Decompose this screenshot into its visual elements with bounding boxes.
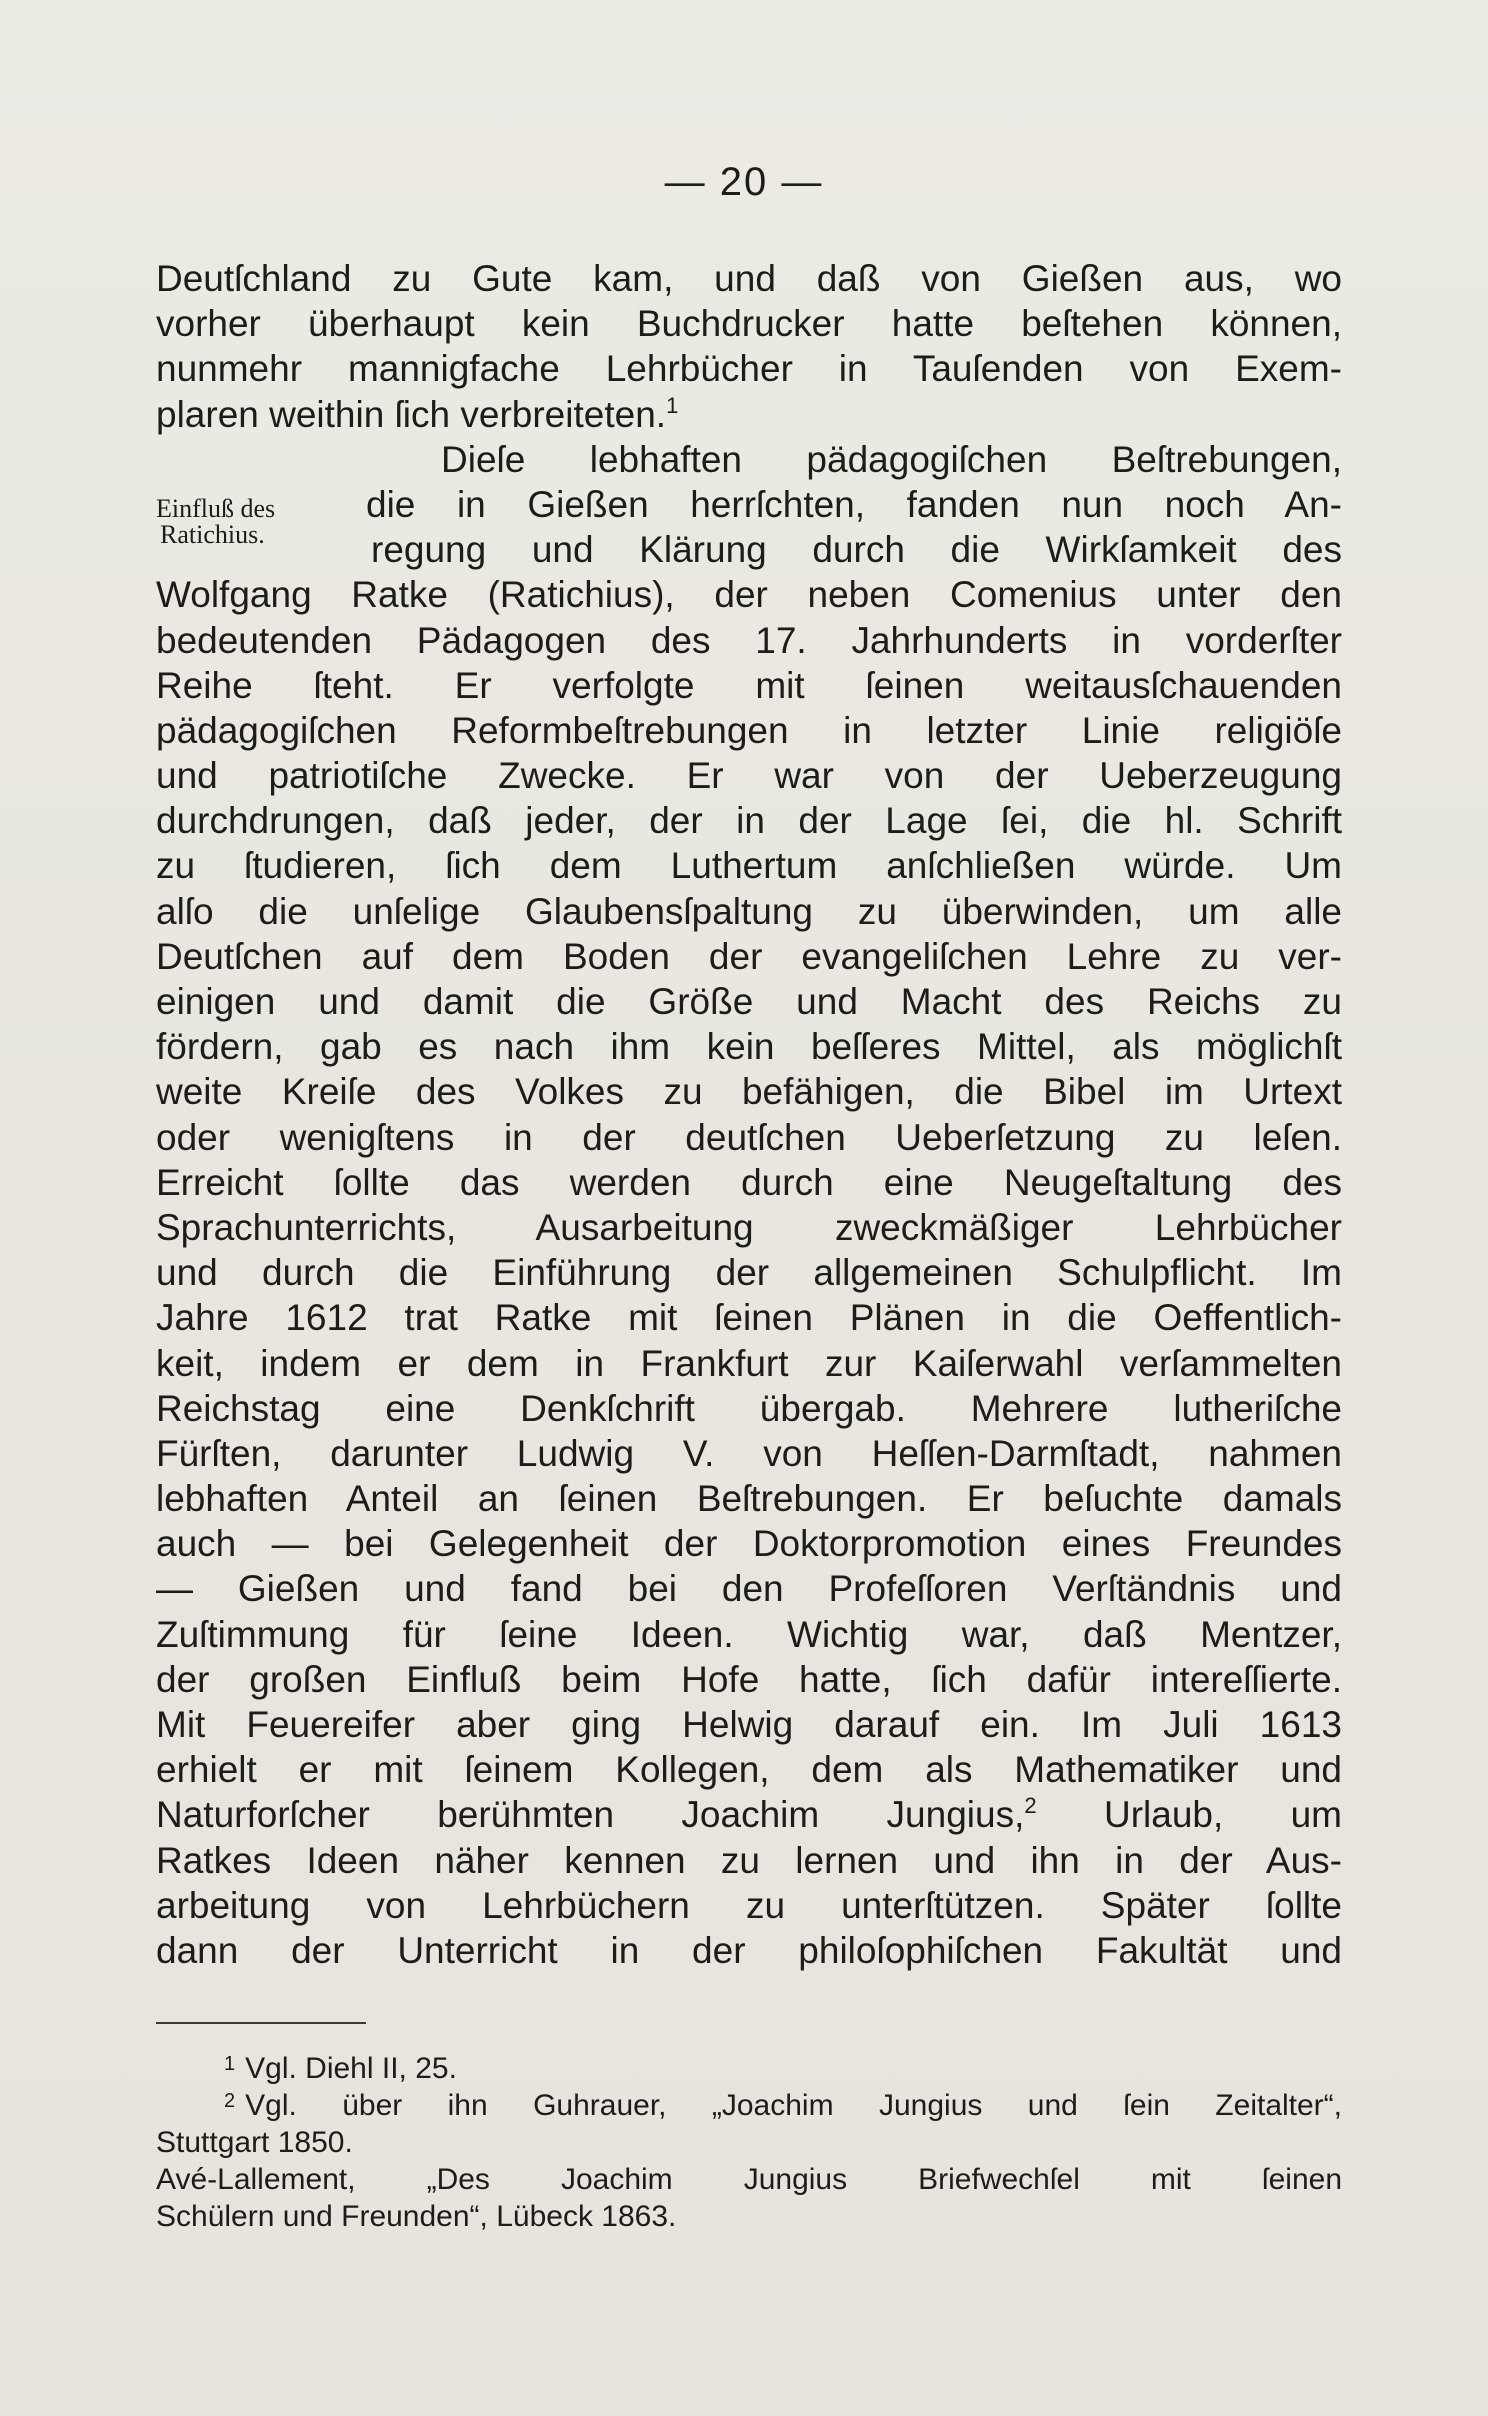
- text-line: einigen und damit die Größe und Macht des Reichs zu: [156, 981, 1342, 1022]
- text-line: regung und Klärung durch die Wirkſamkeit des: [371, 529, 1342, 571]
- text-fragment: plaren weithin ſich verbreiteten.: [156, 393, 667, 435]
- text-line: [156, 392, 1342, 437]
- text-line: Mit Feuereifer aber ging Helwig darauf ein. Im Juli 1613: [156, 1704, 1342, 1745]
- text-line: die in Gießen herrſchten, fanden nun noch An-: [366, 483, 1342, 525]
- footnotes: [156, 2050, 1342, 2235]
- text-line: zu ſtudieren, ſich dem Luthertum anſchließen würde. Um: [156, 845, 1342, 887]
- text-line: Reichstag eine Denkſchrift übergab. Mehrere lutheriſche: [156, 1387, 1342, 1429]
- footnote-line: Avé-Lallement, „Des Joachim Jungius Briefwechſel mit ſeinen: [156, 2163, 1342, 2196]
- text-line: pädagogiſchen Reformbeſtrebungen in letzter Linie religiöſe: [156, 709, 1342, 751]
- text-line: Zuſtimmung für ſeine Ideen. Wichtig war, daß Mentzer,: [156, 1613, 1342, 1655]
- footnote-line: Schülern und Freunden“, Lübeck 1863.: [156, 2200, 677, 2233]
- text-line: Dieſe lebhaften pädagogiſchen Beſtrebungen,: [441, 438, 1342, 480]
- text-line: [156, 1792, 1342, 1837]
- text-line: und durch die Einführung der allgemeinen Schulpflicht. Im: [156, 1252, 1342, 1294]
- main-text: [156, 256, 1342, 1973]
- text-line: lebhaften Anteil an ſeinen Beſtrebungen. Er beſuchte damals: [156, 1478, 1342, 1520]
- footnote-text: Vgl. Diehl II, 25.: [245, 2052, 457, 2085]
- footnote-mark-2: 2: [224, 2090, 236, 2112]
- footnote-ref-1: 1: [666, 392, 679, 418]
- text-line: auch — bei Gelegenheit der Doktorpromotion eines Freundes: [156, 1523, 1342, 1565]
- text-line: Sprachunterrichts, Ausarbeitung zweckmäßiger Lehrbücher: [156, 1206, 1342, 1248]
- text-line: Deutſchland zu Gute kam, und daß von Gießen aus, wo: [156, 258, 1342, 299]
- footnote-1: [156, 2050, 1342, 2087]
- footnote-ref-2: 2: [1024, 1793, 1037, 1819]
- text-line: fördern, gab es nach ihm kein beſſeres Mittel, als möglichſt: [156, 1026, 1342, 1068]
- text-line: Fürſten, darunter Ludwig V. von Heſſen-Darmſtadt, nahmen: [156, 1432, 1342, 1474]
- text-line: nunmehr mannigfache Lehrbücher in Tauſenden von Exem-: [156, 348, 1342, 390]
- page-number: — 20 —: [664, 160, 824, 204]
- text-line: bedeutenden Pädagogen des 17. Jahrhunderts in vorderſter: [156, 619, 1342, 661]
- footnote-line: Stuttgart 1850.: [156, 2126, 353, 2159]
- text-line: erhielt er mit ſeinem Kollegen, dem als Mathematiker und: [156, 1749, 1342, 1791]
- margin-note-line-2: Ratichius.: [160, 520, 265, 549]
- text-line: oder wenigſtens in der deutſchen Ueberſetzung zu leſen.: [156, 1116, 1342, 1158]
- text-line: Wolfgang Ratke (Ratichius), der neben Comenius unter den: [156, 574, 1342, 616]
- text-fragment: Naturforſcher berühmten Joachim Jungius,: [156, 1794, 1025, 1836]
- text-line: Deutſchen auf dem Boden der evangeliſchen Lehre zu ver-: [156, 935, 1342, 977]
- footnote-divider: [156, 2022, 366, 2024]
- footnote-mark-1: 1: [224, 2053, 236, 2075]
- text-line: weite Kreiſe des Volkes zu befähigen, die Bibel im Urtext: [156, 1071, 1342, 1113]
- footnote-text: Vgl. über ihn Guhrauer, „Joachim Jungius und ſein Zeitalter“,: [245, 2089, 1342, 2122]
- text-line: vorher überhaupt kein Buchdrucker hatte beſtehen können,: [156, 303, 1342, 345]
- text-line: der großen Einfluß beim Hofe hatte, ſich dafür intereſſierte.: [156, 1658, 1342, 1700]
- footnote-2: [156, 2087, 1342, 2124]
- text-line: arbeitung von Lehrbüchern zu unterſtützen. Später ſollte: [156, 1884, 1342, 1926]
- text-line: Reihe ſteht. Er verfolgte mit ſeinen weitausſchauenden: [156, 664, 1342, 706]
- text-line: Ratkes Ideen näher kennen zu lernen und ihn in der Aus-: [156, 1839, 1342, 1881]
- text-line: und patriotiſche Zwecke. Er war von der Ueberzeugung: [156, 755, 1342, 797]
- text-line: durchdrungen, daß jeder, der in der Lage ſei, die hl. Schrift: [156, 800, 1342, 842]
- text-line: dann der Unterricht in der philoſophiſchen Fakultät und: [156, 1929, 1342, 1971]
- text-line: — Gießen und fand bei den Profeſſoren Verſtändnis und: [156, 1568, 1342, 1610]
- text-fragment: Urlaub, um: [1036, 1794, 1342, 1836]
- text-line: keit, indem er dem in Frankfurt zur Kaiſerwahl verſammelten: [156, 1342, 1342, 1384]
- text-line: Erreicht ſollte das werden durch eine Neugeſtaltung des: [156, 1161, 1342, 1203]
- margin-note-line-1: Einfluß des: [156, 494, 276, 523]
- text-line: alſo die unſelige Glaubensſpaltung zu überwinden, um alle: [156, 890, 1342, 932]
- text-line: Jahre 1612 trat Ratke mit ſeinen Plänen in die Oeffentlich-: [156, 1297, 1342, 1339]
